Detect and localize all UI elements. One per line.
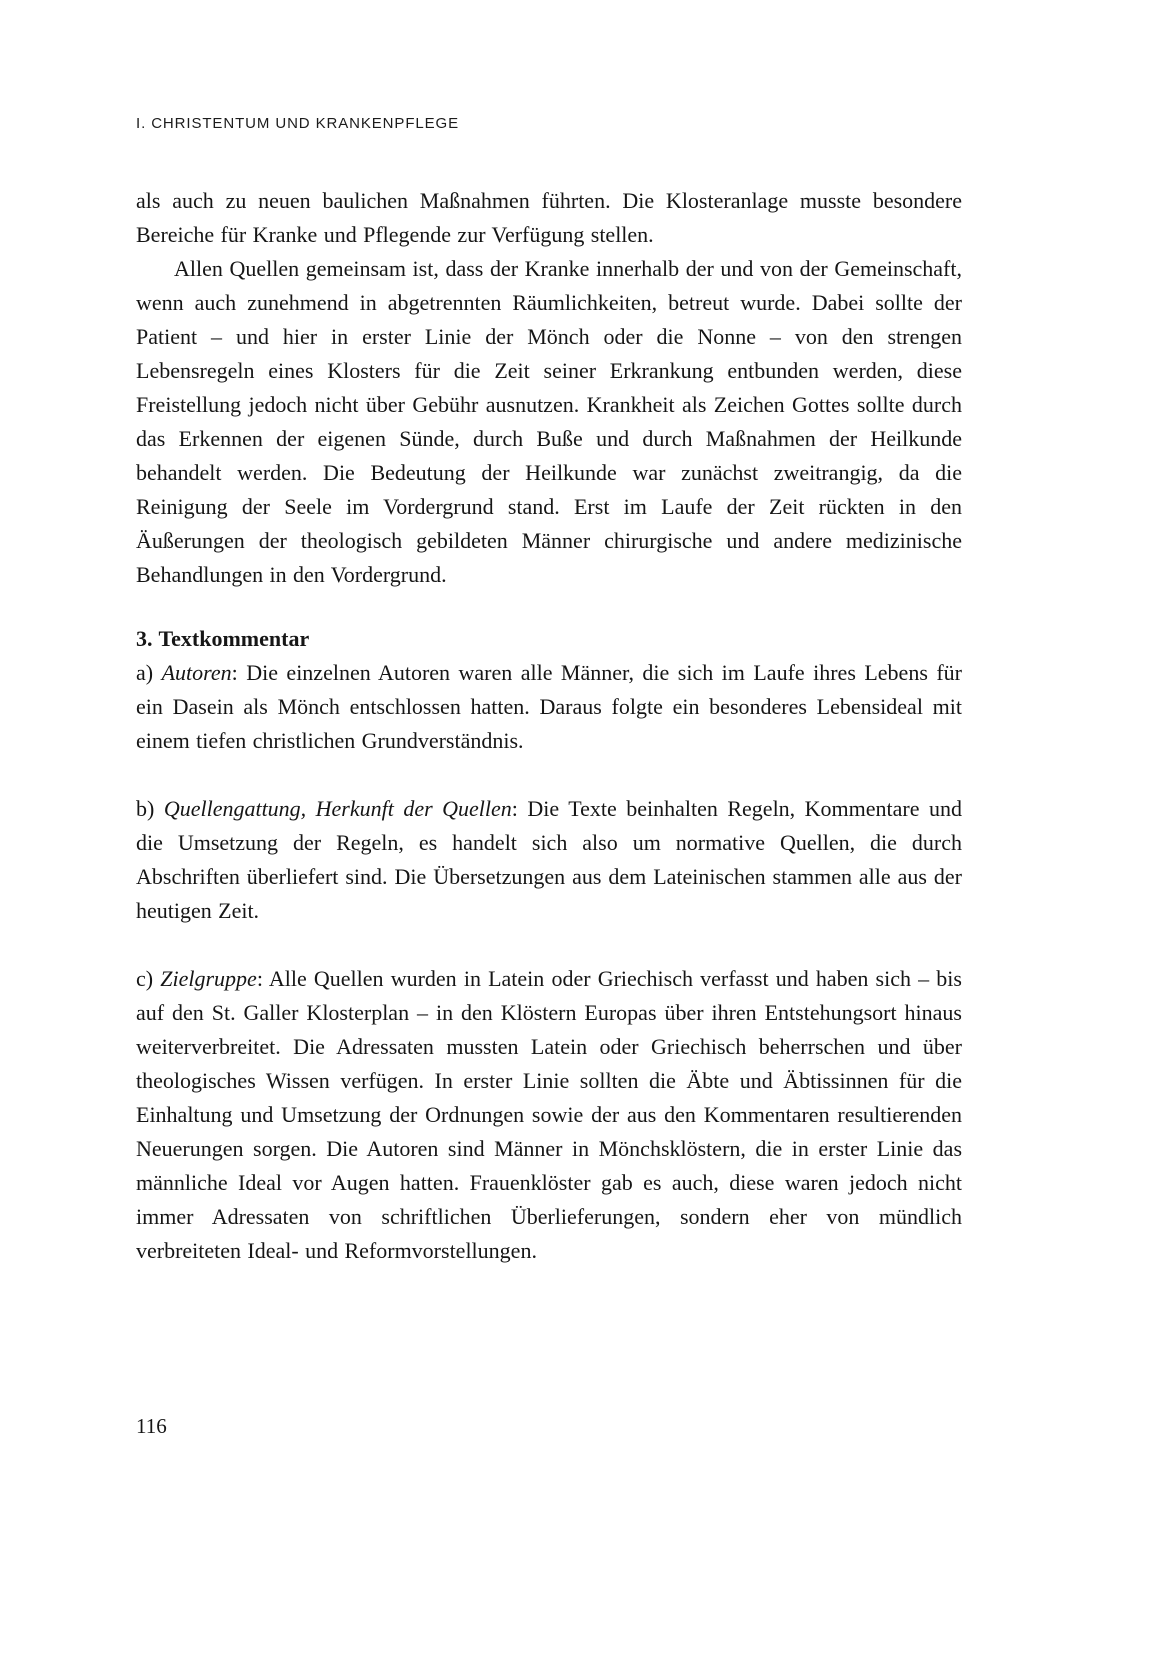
commentary-item-c [136,962,962,1268]
commentary-item-a [136,656,962,758]
commentary-item-b [136,792,962,928]
running-header: I. CHRISTENTUM UND KRANKENPFLEGE [136,115,459,132]
paragraph-continuation: als auch zu neuen baulichen Maßnahmen führten. Die Klosteranlage musste besondere Bereiche für Kranke und Pflegende zur Verfügung stellen. [136,188,962,247]
item-a-label: Autoren [161,660,232,685]
item-b-prefix: b) [136,796,164,821]
item-b-text: : Die Texte beinhalten Regeln, Kommentare und die Umsetzung der Regeln, es handelt sich also um normative Quellen, die durch Abschriften überliefert sind. Die Übersetzungen aus dem Lateinischen stammen alle aus der heutigen Zeit. [136,796,962,923]
item-a-prefix: a) [136,660,162,685]
section-heading-textkommentar: 3. Textkommentar [136,626,310,651]
item-a-text: : Die einzelnen Autoren waren alle Männer, die sich im Laufe ihres Lebens für ein Dasein als Mönch entschlossen hatten. Daraus folgte ein besonderes Lebensideal mit einem tiefen christlichen Grundverständnis. [136,660,962,753]
text-block [136,184,962,1268]
item-b-label: Quellengattung, Herkunft der Quellen [163,796,512,821]
item-c-label: Zielgruppe [160,966,257,991]
paragraph-quellen: Allen Quellen gemeinsam ist, dass der Kranke innerhalb der und von der Gemeinschaft, wenn auch zunehmend in abgetrennten Räumlichkeiten, betreut wurde. Dabei sollte der Patient – und hier in erster Linie der Mönch oder die Nonne – von den strengen Lebensregeln eines Klosters für die Zeit seiner Erkrankung entbunden werden, diese Freistellung jedoch nicht über Gebühr ausnutzen. Krankheit als Zeichen Gottes sollte durch das Erkennen der eigenen Sünde, durch Buße und durch Maßnahmen der Heilkunde behandelt werden. Die Bedeutung der Heilkunde war zunächst zweitrangig, da die Reinigung der Seele im Vordergrund stand. Erst im Laufe der Zeit rückten in den Äußerungen der theologisch gebildeten Männer chirurgische und andere medizinische Behandlungen in den Vordergrund. [136,256,962,587]
page-number: 116 [136,1414,167,1438]
item-c-prefix: c) [136,966,161,991]
item-c-text: : Alle Quellen wurden in Latein oder Griechisch verfasst und haben sich – bis auf den St. Galler Klosterplan – in den Klöstern Europas über ihren Entstehungsort hinaus weiterverbreitet. Die Adressaten mussten Latein oder Griechisch beherrschen und über theologisches Wissen verfügen. In erster Linie sollten die Äbte und Äbtissinnen für die Einhaltung und Umsetzung der Ordnungen sowie der aus den Kommentaren resultierenden Neuerungen sorgen. Die Autoren sind Männer in Mönchsklöstern, die in erster Linie das männliche Ideal vor Augen hatten. Frauenklöster gab es auch, diese waren jedoch nicht immer Adressaten von schriftlichen Überlieferungen, sondern eher von mündlich verbreiteten Ideal- und Reformvorstellungen. [136,966,962,1263]
